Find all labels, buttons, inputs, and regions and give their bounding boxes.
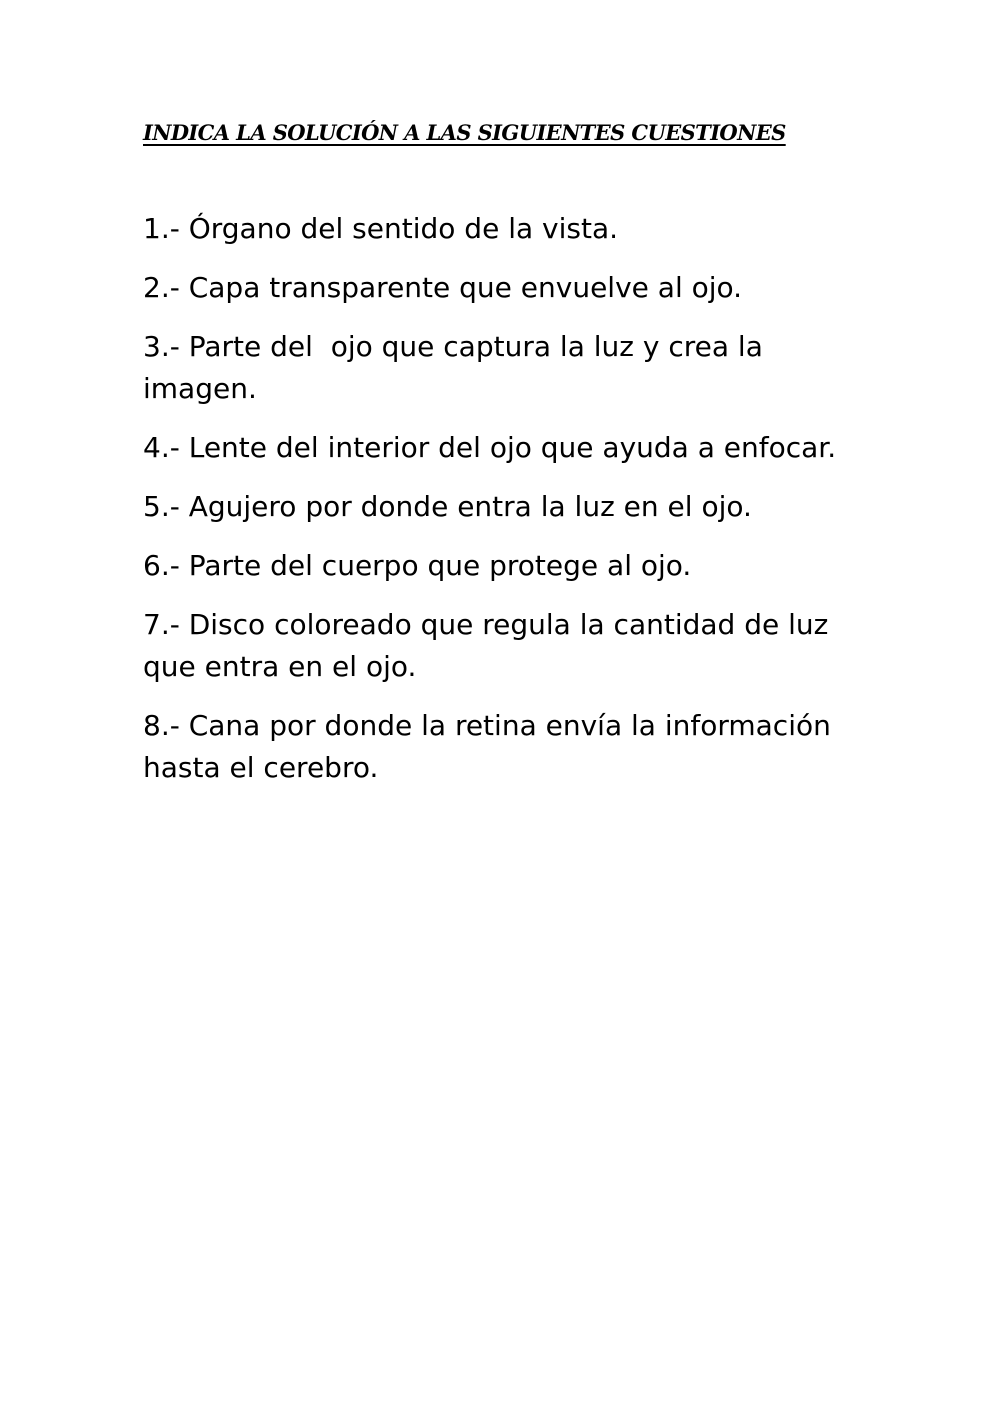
- question-text: 5.- Agujero por donde entra la luz en el ojo.: [143, 490, 752, 523]
- question-text: 1.- Órgano del sentido de la vista.: [143, 212, 619, 245]
- question-text: 4.- Lente del interior del ojo que ayuda a enfocar.: [143, 431, 837, 464]
- question-item-8: [143, 705, 863, 789]
- question-text: 8.- Cana por donde la retina envía la información hasta el cerebro.: [143, 709, 840, 784]
- question-item-7: [143, 604, 863, 688]
- worksheet-title: INDICA LA SOLUCIÓN A LAS SIGUIENTES CUESTIONES: [143, 120, 786, 145]
- question-item-3: [143, 326, 863, 410]
- question-text: 6.- Parte del cuerpo que protege al ojo.: [143, 549, 692, 582]
- question-item-6: [143, 545, 863, 587]
- question-item-4: [143, 427, 863, 469]
- question-item-2: [143, 267, 863, 309]
- question-list: [143, 208, 863, 806]
- question-text: 2.- Capa transparente que envuelve al ojo.: [143, 271, 743, 304]
- question-text: 3.- Parte del ojo que captura la luz y crea la imagen.: [143, 330, 772, 405]
- question-item-1: [143, 208, 863, 250]
- question-text: 7.- Disco coloreado que regula la cantidad de luz que entra en el ojo.: [143, 608, 838, 683]
- question-item-5: [143, 486, 863, 528]
